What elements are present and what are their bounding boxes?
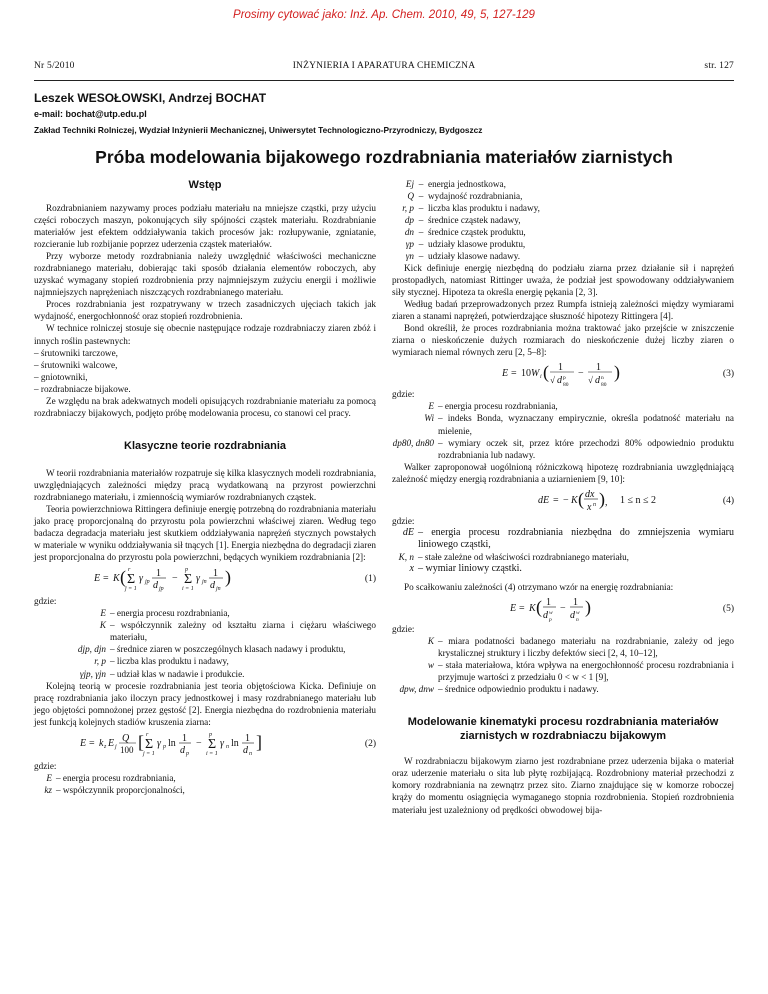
svg-text:j = 1: j = 1 [125, 586, 137, 593]
definition-row: w – stała materiałowa, która wpływa na energochłonność procesu rozdrabniania i przyjmuje wartości z przedziału 0 < w < 1 [9], [427, 660, 734, 683]
equation-number: (2) [364, 738, 376, 749]
equation-number: (4) [722, 495, 734, 506]
paragraph: Teoria powierzchniowa Rittingera definiuje energię potrzebną do rozdrabniania materiału jako pracę proporcjonalną do przyrostu pola powierzchni właściwej ziaren. Według tego badacza degradacja materiału jest skutkiem oddziaływania naprężeń stycznych powstałych w materiale w wyniku oddziaływania sił tnących [1]. Energia niezbędna do degradacji ziaren jest proporcjonalna do przyrostu pola powierzchni, będących wynikiem rozdrabniania [2]: [34, 503, 376, 563]
svg-text:100: 100 [120, 744, 134, 755]
paragraph: Bond określił, że proces rozdrabniania można traktować jako przejście w zniszczenie ziarna o nieskończenie dużych rozmiarach do nieskończenie dużej liczby ziaren o wymiarach niemal równych zeru [2, 5–8]: [392, 323, 734, 358]
svg-text:1: 1 [596, 362, 601, 374]
svg-text:=: = [519, 603, 525, 615]
paragraph: Proces rozdrabniania jest rozpatrywany w trzech zasadniczych ujęciach takich jak wydajność, energochłonność oraz stopień rozdrobnienia. [34, 299, 376, 322]
svg-text:p: p [209, 731, 212, 738]
equation-2 [34, 728, 376, 758]
paragraph: W technice rolniczej stosuje się obecnie następujące rodzaje rozdrabniaczy ziaren zbóż i innych roślin pastewnych: [34, 323, 376, 346]
header-rule [34, 80, 734, 81]
svg-text:E: E [510, 603, 517, 615]
svg-text:d: d [243, 744, 248, 756]
definition-row: r, p – liczba klas produktu i nadawy, [94, 656, 229, 667]
definition-row: kz – współczynnik proporcjonalności, [44, 784, 185, 795]
svg-text:Σ: Σ [184, 572, 193, 588]
definition-row: dE – energia procesu rozdrabniania niezbędna do zmniejszenia wymiaru liniowego cząstki, [402, 526, 734, 550]
svg-text:p: p [549, 617, 552, 624]
svg-text:−: − [560, 603, 566, 615]
definition-row: E – energia procesu rozdrabniania, [428, 401, 558, 412]
email: e-mail: bochat@utp.edu.pl [34, 109, 147, 119]
svg-text:Q: Q [122, 732, 130, 744]
svg-text:K: K [529, 603, 536, 615]
svg-text:γ: γ [139, 573, 143, 585]
definition-row: E – energia procesu rozdrabniania, [46, 772, 176, 783]
svg-text:−: − [196, 737, 202, 749]
svg-text:Σ: Σ [127, 572, 136, 588]
section-heading-intro: Wstęp [188, 179, 222, 191]
svg-text:d: d [153, 580, 158, 592]
svg-text:γ: γ [220, 737, 224, 749]
svg-text:i: i [540, 374, 542, 381]
svg-text:ln: ln [231, 737, 239, 749]
svg-text:(: ( [578, 488, 584, 509]
definition-row: K – miara podatności badanego materiału na rozdrabnianie, zależy od jego krystalicznej struktury i liczby defektów sieci [2, 4, 10–12], [427, 636, 734, 659]
equation-1 [34, 563, 376, 593]
paragraph: Kick definiuje energię niezbędną do podziału ziarna przez działanie sił i naprężeń prostopadłych, natomiast Rittinger uważa, że podział jest spowodowany oddziaływaniem siły stycznej. Hipoteza ta określa energię pękania [2, 3]. [392, 263, 734, 298]
svg-text:x: x [587, 501, 592, 513]
svg-text:1: 1 [245, 732, 250, 744]
svg-text:E: E [502, 368, 509, 380]
legend-row: γp – udziały klasowe produktu, [405, 239, 526, 249]
svg-text:z: z [104, 743, 107, 750]
right-column [392, 178, 734, 816]
svg-text:Σ: Σ [145, 736, 154, 752]
legend-row: r, p – liczba klas produktu i nadawy, [402, 203, 540, 213]
paragraph: Przy wyborze metody rozdrabniania należy uwzględnić właściwości mechaniczne rozdrabnianego materiału, dobierając taki sposób działania elementów roboczych, aby uzyskać wymagany stopień rozdrobnienia przy najmniejszym zużyciu energii i możliwie najmniejszych naprężeniach niszczących rozdrabnianego materiału. [34, 251, 376, 298]
journal-name: INŻYNIERIA I APARATURA CHEMICZNA [292, 61, 476, 71]
equation-2-formula [80, 728, 340, 758]
svg-text:r: r [128, 567, 131, 574]
equation-5 [392, 593, 734, 623]
page-number: str. 127 [704, 61, 734, 71]
definition-row: K – współczynnik zależny od kształtu ziarna i ciężaru właściwego materiału, [99, 620, 376, 643]
svg-text:1: 1 [546, 597, 551, 609]
eq4-definitions [392, 527, 734, 575]
svg-text:jn: jn [202, 579, 207, 586]
list-item: – śrutowniki tarczowe, [34, 347, 118, 358]
symbol-legend [392, 178, 734, 262]
svg-text:p: p [185, 567, 188, 574]
issue-number: Nr 5/2010 [34, 61, 75, 71]
citation: Prosimy cytować jako: Inż. Ap. Chem. 2010, 49, 5, 127-129 [233, 9, 535, 21]
svg-text:W: W [531, 368, 540, 380]
svg-text:j: j [115, 743, 117, 750]
paragraph: Po scałkowaniu zależności (4) otrzymano wzór na energię rozdrabniania: [404, 581, 674, 592]
svg-text:=: = [511, 368, 517, 380]
legend-row: γn – udziały klasowe nadawy. [405, 251, 521, 261]
svg-text:d: d [543, 610, 548, 622]
definition-row: E – energia procesu rozdrabniania, [100, 608, 230, 619]
equation-number: (3) [722, 369, 734, 380]
equation-3 [392, 358, 734, 388]
svg-text:w: w [576, 610, 580, 617]
equation-3-formula [502, 358, 702, 388]
svg-text:d: d [595, 375, 600, 387]
svg-text:]: ] [256, 731, 262, 752]
svg-text:√: √ [550, 375, 555, 386]
svg-text:p: p [186, 750, 189, 757]
svg-text:d: d [210, 580, 215, 592]
svg-text:[: [ [138, 731, 144, 752]
equation-number: (5) [722, 604, 734, 615]
svg-text:80: 80 [563, 382, 569, 389]
definition-row: dp80, dn80 – wymiary oczek sit, przez które przechodzi 80% odpowiednio produktu rozdrabniania lub nadawy. [392, 437, 734, 460]
svg-text:r: r [146, 731, 149, 738]
paragraph: Kolejną teorią w procesie rozdrabniania jest teoria objętościowa Kicka. Definiuje on pracę rozdrabniania jako iloczyn pracy jednostkowej i masy rozdrabnianego materiału lub jego objętości pomnożonej przez gęstość [2]. Energia niezbędna do rozdrobnienia materiału jest funkcją kolejnych stadiów kruszenia ziarna: [34, 680, 376, 727]
legend-row: Ej – energia jednostkowa, [405, 179, 506, 189]
list-item: – gniotowniki, [34, 371, 88, 382]
svg-text:): ) [225, 567, 231, 588]
list-item: – rozdrabniacze bijakowe. [34, 383, 131, 394]
eq1-definitions [34, 607, 376, 679]
paragraph: Ze względu na brak adekwatnych modeli opisujących rozdrabnianie materiału za pomocą rozdrabniaczy bijakowych, podjęto próbę modelowania procesu, co stanowi cel pracy. [34, 395, 376, 418]
legend-row: dp – średnice cząstek nadawy, [404, 215, 521, 225]
svg-text:1: 1 [182, 732, 187, 744]
definition-row: dpw, dnw – średnice odpowiednio produktu i nadawy. [399, 684, 599, 695]
svg-text:1: 1 [213, 568, 218, 580]
crusher-type-list [34, 347, 376, 395]
equation-5-formula [510, 593, 630, 623]
svg-text:d: d [180, 744, 185, 756]
svg-text:n: n [593, 501, 596, 508]
svg-text:jn: jn [216, 586, 221, 593]
paragraph: Według badań przeprowadzonych przez Rumpfa istnieją zależności między wymiarami ziaren a stanami naprężeń, potwierdzające słuszność hipotezy Rittingera [4]. [392, 299, 734, 322]
svg-text:√: √ [588, 375, 593, 386]
svg-text:γ: γ [196, 573, 200, 585]
svg-text:n: n [601, 375, 604, 382]
svg-text:(: ( [120, 567, 126, 588]
svg-text:1: 1 [156, 568, 161, 580]
svg-text:i = 1: i = 1 [206, 750, 218, 757]
paragraph: W teorii rozdrabniania materiałów rozpatruje się kilka klasycznych modeli rozdrabniania, uwzględniających zależności między pracą wydatkowaną na przyrost powierzchni rozdrabnianego materiału, i zmiennością wymiarów rozdrabnianych cząstek. [34, 467, 376, 502]
svg-text:n: n [226, 743, 229, 750]
legend-row: Q – wydajność rozdrabniania, [407, 191, 523, 201]
definition-row: x – wymiar liniowy cząstki. [409, 562, 522, 574]
gdzie-label: gdzie: [392, 515, 415, 526]
svg-text:jp: jp [159, 586, 164, 593]
eq5-definitions [392, 635, 734, 695]
svg-text:E: E [80, 737, 87, 749]
paper-title: Próba modelowania bijakowego rozdrabniania materiałów ziarnistych [95, 147, 673, 167]
definition-row: K, n – stałe zależne od właściwości rozdrabnianego materiału, [398, 551, 629, 562]
svg-text:=: = [89, 737, 95, 749]
svg-text:d: d [570, 610, 575, 622]
svg-text:−: − [563, 494, 569, 506]
svg-text:Σ: Σ [208, 736, 217, 752]
svg-text:1: 1 [558, 362, 563, 374]
svg-text:w: w [549, 610, 553, 617]
svg-text:i = 1: i = 1 [182, 586, 194, 593]
legend-row: dn – średnice cząstek produktu, [404, 227, 526, 237]
svg-text:E: E [108, 737, 115, 749]
gdzie-label: gdzie: [34, 760, 57, 771]
svg-text:p: p [163, 743, 166, 750]
eq3-definitions [392, 400, 734, 460]
equation-4 [392, 485, 734, 515]
svg-text:E: E [94, 573, 101, 585]
svg-text:d: d [557, 375, 562, 387]
svg-text:p: p [563, 375, 566, 382]
equation-1-formula [94, 563, 354, 593]
section-heading-modelling: Modelowanie kinematyki procesu rozdrabniania materiałów ziarnistych w rozdrabniaczu bijakowym [407, 716, 719, 743]
svg-text:K: K [113, 573, 120, 585]
svg-text:(: ( [536, 597, 542, 618]
svg-text:,: , [605, 496, 608, 508]
definition-row: djp, djn – średnice ziaren w poszczególnych klasach nadawy i produktu, [77, 644, 346, 655]
svg-text:1: 1 [573, 597, 578, 609]
svg-text:K: K [571, 494, 578, 506]
svg-text:dE: dE [538, 494, 550, 506]
svg-text:−: − [578, 368, 584, 380]
gdzie-label: gdzie: [392, 389, 415, 400]
svg-text:(: ( [543, 362, 549, 383]
svg-text:10: 10 [521, 368, 531, 380]
gdzie-label: gdzie: [392, 624, 415, 635]
svg-text:ln: ln [168, 737, 176, 749]
paragraph: Walker zaproponował uogólnioną różniczkową hipotezę rozdrabniania uwzględniającą zależność między energią rozdrabniania a uziarnieniem [9, 10]: [392, 461, 734, 484]
svg-text:n: n [249, 750, 252, 757]
paragraph: W rozdrabniaczu bijakowym ziarno jest rozdrabniane przez uderzenia bijaka o materiał oraz uderzenie materiału o sita lub płytę rozbijającą. Rozdrobniony materiał przechodzi z komory rozdrabniania na zewnątrz przez sito. Ziarno znajdujące się w komorze roboczej krąży do momentu osiągnięcia wymaganego stopnia rozdrobnienia. Stopień rozdrobnienia materiału jest uzależniony od prędkości obwodowej bija- [392, 756, 734, 815]
equation-4-condition: 1 ≤ n ≤ 2 [620, 494, 656, 506]
svg-text:dx: dx [585, 488, 595, 500]
list-item: – śrutowniki walcowe, [34, 359, 118, 370]
svg-text:): ) [599, 488, 605, 509]
affiliation: Zakład Techniki Rolniczej, Wydział Inżynierii Mechanicznej, Uniwersytet Technologiczno-Przyrodniczy, Bydgoszcz [34, 125, 483, 135]
definition-row: Wi – indeks Bonda, wyznaczany empirycznie, określa podatność materiału na mielenie, [424, 413, 734, 436]
svg-text:=: = [103, 573, 109, 585]
svg-text:j = 1: j = 1 [143, 750, 155, 757]
svg-text:γ: γ [157, 737, 161, 749]
paragraph: Rozdrabnianiem nazywamy proces podziału materiału na mniejsze cząstki, przy użyciu części roboczych maszyn, pokonujących siły spójności cząstek materiału. Rozdrabnianie materiałów jest efektem oddziaływania takich procesów jak: rozłupywanie, zgniatanie, rozcieranie lub rozbijanie poprzez uderzenia cząstek materiałów. [34, 203, 376, 250]
section-heading-classic: Klasyczne teorie rozdrabniania [124, 439, 286, 452]
authors: Leszek WESOŁOWSKI, Andrzej BOCHAT [34, 91, 267, 105]
svg-text:): ) [614, 362, 620, 383]
left-column [34, 178, 376, 796]
svg-text:−: − [172, 573, 178, 585]
definition-row: γjp, γjn – udział klas w nadawie i produkcie. [79, 668, 245, 679]
svg-text:80: 80 [601, 382, 607, 389]
svg-text:k: k [99, 737, 104, 749]
svg-text:n: n [576, 617, 579, 624]
equation-number: (1) [364, 574, 376, 585]
svg-text:=: = [553, 494, 559, 506]
svg-text:jp: jp [145, 579, 150, 586]
gdzie-label: gdzie: [34, 596, 57, 607]
svg-text:): ) [585, 597, 591, 618]
